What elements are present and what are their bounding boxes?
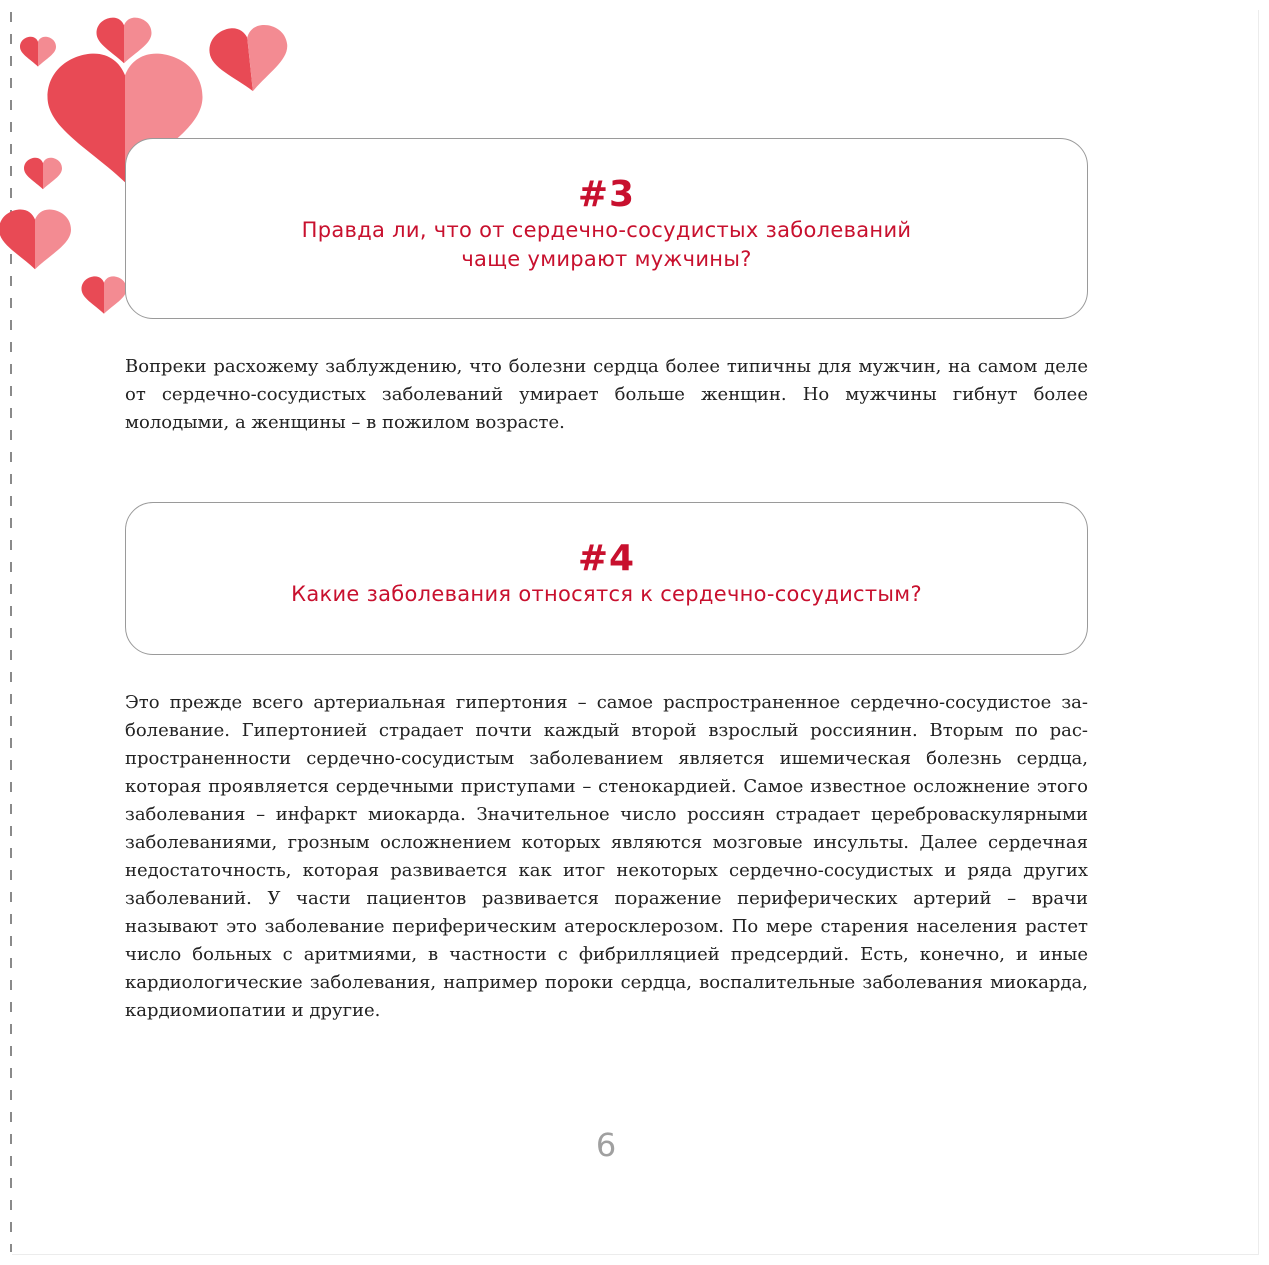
heart-icon xyxy=(207,23,291,96)
page-edge-right xyxy=(1258,10,1259,1255)
heart-icon xyxy=(0,209,71,269)
heart-icon xyxy=(20,37,56,67)
answer-paragraph-3: Вопреки расхожему заблуждению, что болезни сердца более типичны для мужчин, на самом деле от сердечно-сосудистых заболеваний умирает больше женщин. Но мужчины гибнут более молодыми, а женщины – в пожилом возрасте. xyxy=(125,356,1088,433)
heart-icon xyxy=(24,158,62,190)
question-box-4 xyxy=(125,502,1088,655)
heart-icon xyxy=(82,276,127,313)
question-number: #3 xyxy=(577,174,636,215)
question-box-3 xyxy=(125,138,1088,319)
page-edge-bottom xyxy=(12,1254,1258,1255)
question-number: #4 xyxy=(577,538,636,579)
page-number: 6 xyxy=(595,1126,617,1164)
question-text-line: чаще умирают мужчины? xyxy=(461,247,752,271)
question-text-line: Какие заболевания относятся к сердечно-сосудистым? xyxy=(291,582,922,606)
answer-paragraph-4: Это прежде всего артериальная гипертония – самое распространенное сердечно-сосудистое заболевание. Гипертонией страдает почти каждый второй взрослый россиянин. Вторым по распространенности сердечно-сосудистым заболеванием является ишемическая болезнь сердца, которая проявляется сердечными приступами – стенокардией. Самое известное осложнение этого заболевания – инфаркт миокарда. Значительное число россиян страдает цереброваскулярными заболеваниями, грозным осложнением которых являются мозговые инсульты. Далее сердечная недостаточность, которая развивается как итог некоторых сердечно-сосудистых и ряда других заболеваний. У части пациентов развивается поражение периферических артерий – врачи называют это заболевание периферическим атеросклерозом. По мере старения населения растет число больных с аритмиями, в частности с фибрилляцией предсердий. Есть, конечно, и иные кардиологические заболевания, например пороки сердца, воспалительные заболевания миокарда, кардиомиопатии и другие. xyxy=(125,692,1088,1021)
question-text-line: Правда ли, что от сердечно-сосудистых заболеваний xyxy=(301,218,912,242)
